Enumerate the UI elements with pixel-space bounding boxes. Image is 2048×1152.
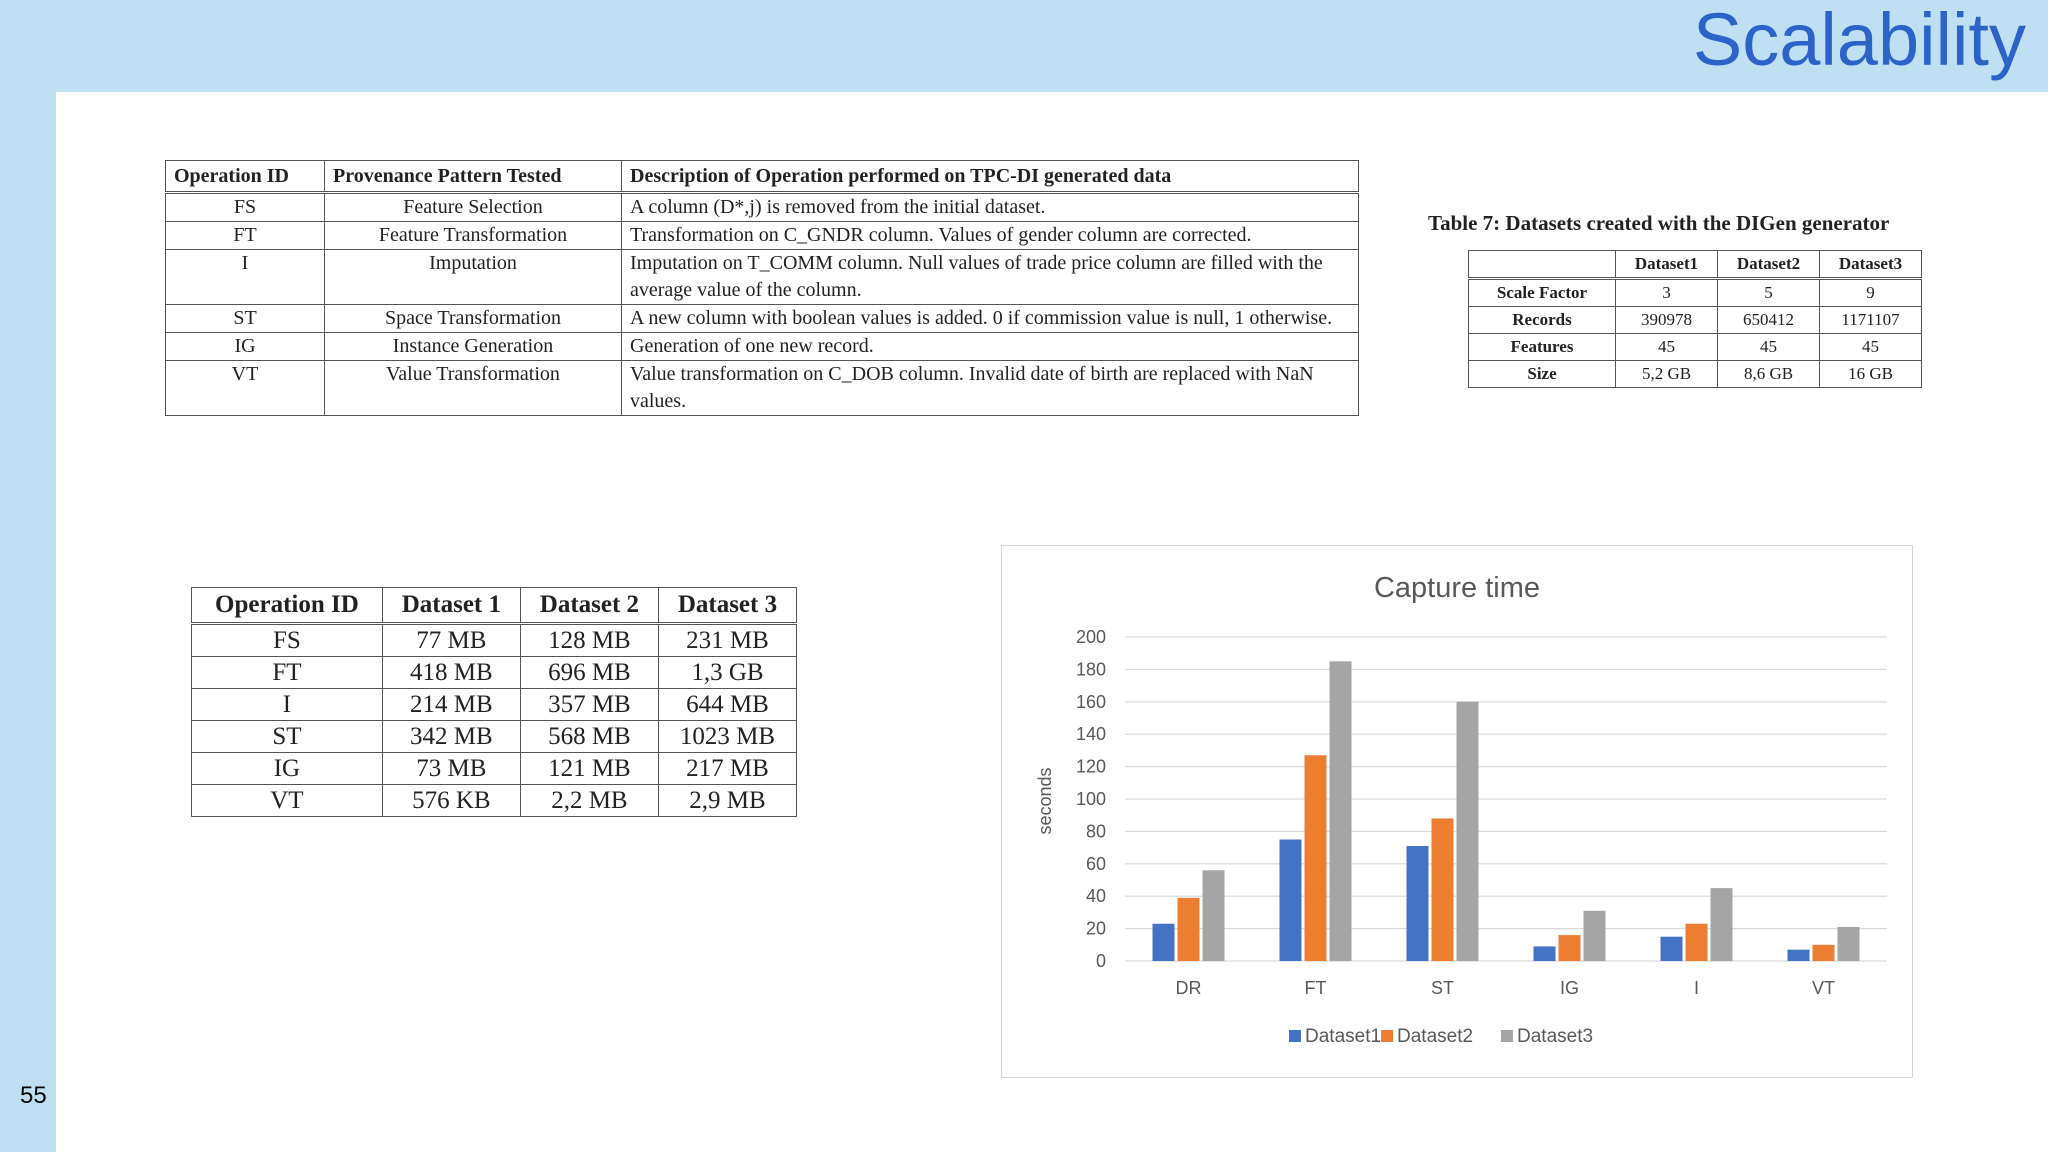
left-accent-band	[0, 0, 56, 1152]
op-pattern: Instance Generation	[325, 333, 622, 361]
bar-dataset1-dr	[1153, 924, 1175, 961]
bar-dataset1-st	[1407, 846, 1429, 961]
datasets-table	[1468, 250, 1922, 388]
op-pattern: Value Transformation	[325, 361, 622, 416]
legend-swatch	[1289, 1030, 1301, 1042]
y-tick-label: 0	[1095, 951, 1106, 971]
cell: 45	[1820, 334, 1922, 361]
row-label: Size	[1469, 361, 1616, 388]
op-description: A column (D*,j) is removed from the initial dataset.	[622, 193, 1359, 222]
bar-dataset2-vt	[1813, 945, 1835, 961]
bar-dataset2-i	[1686, 924, 1708, 961]
ops-header-pattern: Provenance Pattern Tested	[325, 161, 622, 193]
bar-dataset2-ft	[1305, 755, 1327, 961]
row-label: Features	[1469, 334, 1616, 361]
cell: 217 MB	[658, 753, 796, 785]
y-tick-label: 20	[1085, 918, 1106, 939]
table-row	[166, 193, 1359, 222]
cell: 650412	[1718, 307, 1820, 334]
cell: 73 MB	[382, 753, 520, 785]
bar-dataset2-ig	[1559, 935, 1581, 961]
table-row	[166, 250, 1359, 305]
cell: 2,9 MB	[658, 785, 796, 817]
cell: 8,6 GB	[1718, 361, 1820, 388]
table-row	[166, 305, 1359, 333]
x-tick-label: FT	[1304, 978, 1327, 998]
row-label: Records	[1469, 307, 1616, 334]
y-axis-label: seconds	[1035, 767, 1055, 835]
y-tick-label: 40	[1085, 886, 1106, 907]
cell: 121 MB	[520, 753, 658, 785]
cell: 418 MB	[382, 657, 520, 689]
op-id: FT	[166, 222, 325, 250]
cell: 357 MB	[520, 689, 658, 721]
y-tick-label: 160	[1075, 691, 1106, 712]
ops-header-description: Description of Operation performed on TPC-DI generated data	[622, 161, 1359, 193]
page-number: 55	[20, 1082, 47, 1109]
size-header: Operation ID	[192, 588, 383, 624]
y-tick-label: 80	[1085, 821, 1106, 842]
op-pattern: Imputation	[325, 250, 622, 305]
cell: 696 MB	[520, 657, 658, 689]
table-row	[192, 689, 797, 721]
table-row	[1469, 334, 1922, 361]
bar-dataset1-vt	[1788, 950, 1810, 961]
x-tick-label: ST	[1430, 978, 1455, 998]
cell: 9	[1820, 279, 1922, 307]
cell: FT	[192, 657, 383, 689]
table-row	[1469, 361, 1922, 388]
chart-title: Capture time	[1373, 572, 1541, 604]
table-row	[1469, 307, 1922, 334]
cell: 390978	[1616, 307, 1718, 334]
cell: 231 MB	[658, 624, 796, 657]
cell: 576 KB	[382, 785, 520, 817]
x-tick-label: VT	[1811, 978, 1836, 998]
bar-dataset3-ft	[1330, 661, 1352, 961]
slide-title: Scalability	[1692, 0, 2026, 81]
bar-dataset3-vt	[1838, 927, 1860, 961]
legend-swatch	[1381, 1030, 1393, 1042]
bar-dataset3-st	[1457, 702, 1479, 961]
table-row	[192, 753, 797, 785]
y-tick-label: 120	[1075, 756, 1106, 777]
table-row	[1469, 279, 1922, 307]
op-description: A new column with boolean values is added. 0 if commission value is null, 1 otherwise.	[622, 305, 1359, 333]
datasets-header: Dataset2	[1718, 251, 1820, 279]
bar-dataset1-i	[1661, 937, 1683, 961]
y-tick-label: 180	[1075, 659, 1106, 680]
x-tick-label: DR	[1175, 978, 1202, 998]
cell: FS	[192, 624, 383, 657]
datasets-header: Dataset1	[1616, 251, 1718, 279]
bar-dataset2-st	[1432, 818, 1454, 961]
table-row	[192, 785, 797, 817]
legend-label: Dataset2	[1397, 1026, 1474, 1047]
cell: 77 MB	[382, 624, 520, 657]
legend-swatch	[1501, 1030, 1513, 1042]
bar-dataset3-i	[1711, 888, 1733, 961]
x-axis-ticks	[1176, 978, 1836, 998]
legend	[1289, 1026, 1593, 1047]
table-row	[192, 721, 797, 753]
size-header: Dataset 2	[520, 588, 658, 624]
bar-dataset1-ig	[1534, 946, 1556, 961]
ops-header-id: Operation ID	[166, 161, 325, 193]
bar-dataset2-dr	[1178, 898, 1200, 961]
cell: 5	[1718, 279, 1820, 307]
cell: 2,2 MB	[520, 785, 658, 817]
row-label: Scale Factor	[1469, 279, 1616, 307]
op-description: Generation of one new record.	[622, 333, 1359, 361]
table-row	[192, 657, 797, 689]
bar-dataset3-dr	[1203, 870, 1225, 961]
cell: 45	[1718, 334, 1820, 361]
op-id: ST	[166, 305, 325, 333]
op-id: FS	[166, 193, 325, 222]
table-row	[192, 624, 797, 657]
table-row	[166, 361, 1359, 416]
y-axis-ticks	[1076, 627, 1106, 971]
legend-label: Dataset1	[1305, 1026, 1382, 1047]
datasets-table-caption: Table 7: Datasets created with the DIGen generator	[1428, 211, 1890, 235]
cell: 342 MB	[382, 721, 520, 753]
capture-time-chart	[1001, 545, 1913, 1078]
op-pattern: Space Transformation	[325, 305, 622, 333]
cell: 45	[1616, 334, 1718, 361]
bar-dataset1-ft	[1280, 840, 1302, 962]
provenance-size-table	[191, 587, 797, 817]
op-id: VT	[166, 361, 325, 416]
table-row	[166, 333, 1359, 361]
legend-label: Dataset3	[1517, 1026, 1594, 1047]
op-pattern: Feature Transformation	[325, 222, 622, 250]
cell: 1,3 GB	[658, 657, 796, 689]
operations-table	[165, 160, 1359, 416]
bars	[1153, 661, 1860, 961]
op-description: Value transformation on C_DOB column. Invalid date of birth are replaced with NaN values.	[622, 361, 1359, 416]
op-id: IG	[166, 333, 325, 361]
chart-canvas	[1002, 546, 1912, 1077]
op-id: I	[166, 250, 325, 305]
x-tick-label: I	[1693, 978, 1700, 998]
size-header: Dataset 1	[382, 588, 520, 624]
bar-dataset3-ig	[1584, 911, 1606, 961]
op-description: Imputation on T_COMM column. Null values of trade price column are filled with the average value of the column.	[622, 250, 1359, 305]
cell: 214 MB	[382, 689, 520, 721]
op-description: Transformation on C_GNDR column. Values of gender column are corrected.	[622, 222, 1359, 250]
cell: IG	[192, 753, 383, 785]
y-tick-label: 100	[1075, 789, 1106, 809]
cell: 128 MB	[520, 624, 658, 657]
size-header: Dataset 3	[658, 588, 796, 624]
cell: I	[192, 689, 383, 721]
datasets-header-blank	[1469, 251, 1616, 279]
cell: 568 MB	[520, 721, 658, 753]
cell: 1023 MB	[658, 721, 796, 753]
x-tick-label: IG	[1559, 978, 1580, 998]
table-row	[166, 222, 1359, 250]
gridlines	[1125, 637, 1887, 961]
cell: 1171107	[1820, 307, 1922, 334]
cell: VT	[192, 785, 383, 817]
cell: 3	[1616, 279, 1718, 307]
cell: 644 MB	[658, 689, 796, 721]
datasets-header: Dataset3	[1820, 251, 1922, 279]
y-tick-label: 60	[1085, 853, 1106, 874]
cell: 5,2 GB	[1616, 361, 1718, 388]
op-pattern: Feature Selection	[325, 193, 622, 222]
y-tick-label: 200	[1075, 627, 1106, 647]
y-tick-label: 140	[1075, 724, 1106, 745]
cell: 16 GB	[1820, 361, 1922, 388]
cell: ST	[192, 721, 383, 753]
